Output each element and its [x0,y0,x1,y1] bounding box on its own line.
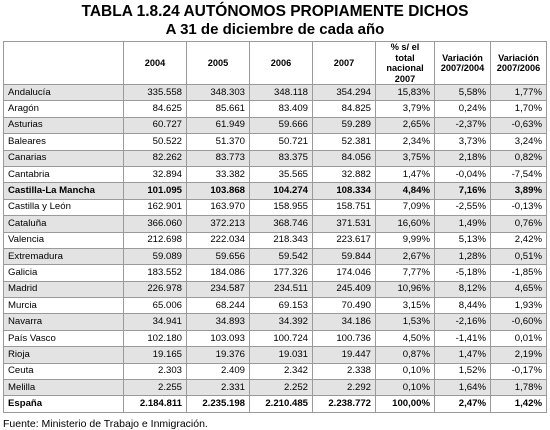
row-value: 35.565 [250,166,313,182]
row-value: 32.894 [124,166,187,182]
table-title: TABLA 1.8.24 AUTÓNOMOS PROPIAMENTE DICHOS [81,3,469,20]
row-region-name: Madrid [4,281,124,297]
row-value: 234.511 [250,281,313,297]
row-region-name: Ceuta [4,363,124,379]
row-value: 103.868 [187,183,250,199]
row-value: -1,85% [491,265,547,281]
row-value: 34.893 [187,314,250,330]
table-row [4,134,547,150]
row-region-name: Baleares [4,134,124,150]
row-value: 348.303 [187,85,250,101]
row-value: 4,50% [376,330,435,346]
row-value: 3,15% [376,298,435,314]
table-row [4,85,547,101]
row-value: 59.666 [250,117,313,133]
row-value: 183.552 [124,265,187,281]
header-2006: 2006 [250,42,313,85]
table-row [4,216,547,232]
header-region [4,42,124,85]
row-region-name: País Vasco [4,330,124,346]
row-value: -2,37% [435,117,491,133]
row-value: 51.370 [187,134,250,150]
table-row [4,330,547,346]
row-value: 226.978 [124,281,187,297]
row-value: 218.343 [250,232,313,248]
row-value: 69.153 [250,298,313,314]
row-value: 2,34% [376,134,435,150]
row-value: 3,89% [491,183,547,199]
header-pct-total: % s/ el total nacional 2007 [376,42,435,85]
table-subtitle: A 31 de diciembre de cada año [165,21,385,38]
row-value: 1,70% [491,101,547,117]
row-value: 50.721 [250,134,313,150]
row-value: 158.751 [313,199,376,215]
row-value: 34.392 [250,314,313,330]
row-region-name: Cataluña [4,216,124,232]
row-value: 1,52% [435,363,491,379]
row-region-name: Canarias [4,150,124,166]
row-value: 52.381 [313,134,376,150]
row-value: -5,18% [435,265,491,281]
row-value: 7,77% [376,265,435,281]
row-value: 1,93% [491,298,547,314]
row-value: 223.617 [313,232,376,248]
row-value: 0,51% [491,248,547,264]
row-value: 4,65% [491,281,547,297]
row-value: 3,73% [435,134,491,150]
row-value: -0,60% [491,314,547,330]
row-value: 1,28% [435,248,491,264]
row-value: 19.447 [313,347,376,363]
row-value: 1,42% [491,396,547,412]
row-value: 59.542 [250,248,313,264]
row-value: 19.165 [124,347,187,363]
table-row [4,232,547,248]
row-region-name: Castilla y León [4,199,124,215]
row-value: 2,65% [376,117,435,133]
row-value: 2,42% [491,232,547,248]
row-value: 2.255 [124,380,187,396]
row-region-name: Aragón [4,101,124,117]
header-2004: 2004 [124,42,187,85]
row-value: 33.382 [187,166,250,182]
row-value: -0,04% [435,166,491,182]
header-var-2007-2004: Variación 2007/2004 [435,42,491,85]
row-value: 68.244 [187,298,250,314]
row-value: 7,09% [376,199,435,215]
table-row [4,265,547,281]
row-value: 65.006 [124,298,187,314]
row-value: 102.180 [124,330,187,346]
row-value: 2.235.198 [187,396,250,412]
row-value: 100,00% [376,396,435,412]
row-value: -0,17% [491,363,547,379]
table-row [4,380,547,396]
row-value: -2,16% [435,314,491,330]
row-value: 85.661 [187,101,250,117]
row-value: 0,82% [491,150,547,166]
source-note: Fuente: Ministerio de Trabajo e Inmigración. [3,417,208,430]
row-value: 1,78% [491,380,547,396]
row-value: 371.531 [313,216,376,232]
row-value: 5,58% [435,85,491,101]
row-value: 2,67% [376,248,435,264]
row-region-name: Melilla [4,380,124,396]
row-value: 8,12% [435,281,491,297]
row-value: 245.409 [313,281,376,297]
row-value: 50.522 [124,134,187,150]
row-value: -2,55% [435,199,491,215]
autonomos-table [3,41,547,413]
row-value: 84.825 [313,101,376,117]
row-value: 100.736 [313,330,376,346]
row-value: -0,63% [491,117,547,133]
row-value: 2.292 [313,380,376,396]
row-value: 2.238.772 [313,396,376,412]
row-value: 2.252 [250,380,313,396]
header-var-2007-2006: Variación 2007/2006 [491,42,547,85]
row-region-name: Valencia [4,232,124,248]
row-value: 1,77% [491,85,547,101]
row-value: 84.625 [124,101,187,117]
row-value: -1,41% [435,330,491,346]
row-value: 1,53% [376,314,435,330]
row-value: 70.490 [313,298,376,314]
row-value: 10,96% [376,281,435,297]
row-value: 2.338 [313,363,376,379]
row-value: 0,01% [491,330,547,346]
row-value: 366.060 [124,216,187,232]
row-value: 368.746 [250,216,313,232]
table-row [4,281,547,297]
row-region-name: Rioja [4,347,124,363]
row-region-name: Andalucía [4,85,124,101]
table-row [4,248,547,264]
row-value: 104.274 [250,183,313,199]
row-value: 0,10% [376,380,435,396]
table-row [4,314,547,330]
row-value: 7,16% [435,183,491,199]
row-value: 3,24% [491,134,547,150]
row-value: 158.955 [250,199,313,215]
row-value: 59.844 [313,248,376,264]
row-value: 3,75% [376,150,435,166]
row-value: 34.186 [313,314,376,330]
row-value: 16,60% [376,216,435,232]
row-value: 4,84% [376,183,435,199]
row-region-name: Murcia [4,298,124,314]
table-row [4,150,547,166]
row-value: 101.095 [124,183,187,199]
row-value: 60.727 [124,117,187,133]
table-row [4,396,547,412]
row-value: 177.326 [250,265,313,281]
row-value: 162.901 [124,199,187,215]
row-value: 59.656 [187,248,250,264]
row-value: 5,13% [435,232,491,248]
row-value: 222.034 [187,232,250,248]
row-value: 59.089 [124,248,187,264]
row-value: 2.210.485 [250,396,313,412]
row-value: 0,10% [376,363,435,379]
row-value: 19.031 [250,347,313,363]
table-row [4,363,547,379]
row-value: 2.303 [124,363,187,379]
row-value: 1,49% [435,216,491,232]
row-value: 2.331 [187,380,250,396]
row-region-name: Castilla-La Mancha [4,183,124,199]
row-value: 83.409 [250,101,313,117]
header-2007: 2007 [313,42,376,85]
row-value: 1,64% [435,380,491,396]
row-value: 163.970 [187,199,250,215]
row-value: 3,79% [376,101,435,117]
row-region-name: Navarra [4,314,124,330]
table-row [4,183,547,199]
row-value: 108.334 [313,183,376,199]
row-value: 100.724 [250,330,313,346]
row-region-name: Galicia [4,265,124,281]
row-value: 234.587 [187,281,250,297]
row-value: 15,83% [376,85,435,101]
row-value: 82.262 [124,150,187,166]
row-value: 32.882 [313,166,376,182]
row-region-name: Cantabria [4,166,124,182]
row-value: 8,44% [435,298,491,314]
row-value: 184.086 [187,265,250,281]
table-row [4,101,547,117]
row-value: 1,47% [376,166,435,182]
row-value: 2,19% [491,347,547,363]
row-value: 19.376 [187,347,250,363]
table-body [4,85,547,413]
row-value: 61.949 [187,117,250,133]
table-row [4,117,547,133]
table-row [4,347,547,363]
row-value: 354.294 [313,85,376,101]
row-value: 0,76% [491,216,547,232]
row-region-name: España [4,396,124,412]
row-value: 0,87% [376,347,435,363]
row-value: 2,47% [435,396,491,412]
row-value: 212.698 [124,232,187,248]
row-value: 9,99% [376,232,435,248]
row-value: 2,18% [435,150,491,166]
row-region-name: Asturias [4,117,124,133]
row-value: 348.118 [250,85,313,101]
row-value: -7,54% [491,166,547,182]
row-value: 2.342 [250,363,313,379]
header-2005: 2005 [187,42,250,85]
row-value: -0,13% [491,199,547,215]
row-value: 1,47% [435,347,491,363]
table-row [4,166,547,182]
table-row [4,298,547,314]
row-value: 34.941 [124,314,187,330]
row-region-name: Extremadura [4,248,124,264]
row-value: 335.558 [124,85,187,101]
header-row [4,42,547,85]
row-value: 0,24% [435,101,491,117]
row-value: 83.773 [187,150,250,166]
row-value: 174.046 [313,265,376,281]
row-value: 84.056 [313,150,376,166]
row-value: 372.213 [187,216,250,232]
row-value: 2.184.811 [124,396,187,412]
row-value: 59.289 [313,117,376,133]
row-value: 103.093 [187,330,250,346]
row-value: 2.409 [187,363,250,379]
table-row [4,199,547,215]
row-value: 83.375 [250,150,313,166]
